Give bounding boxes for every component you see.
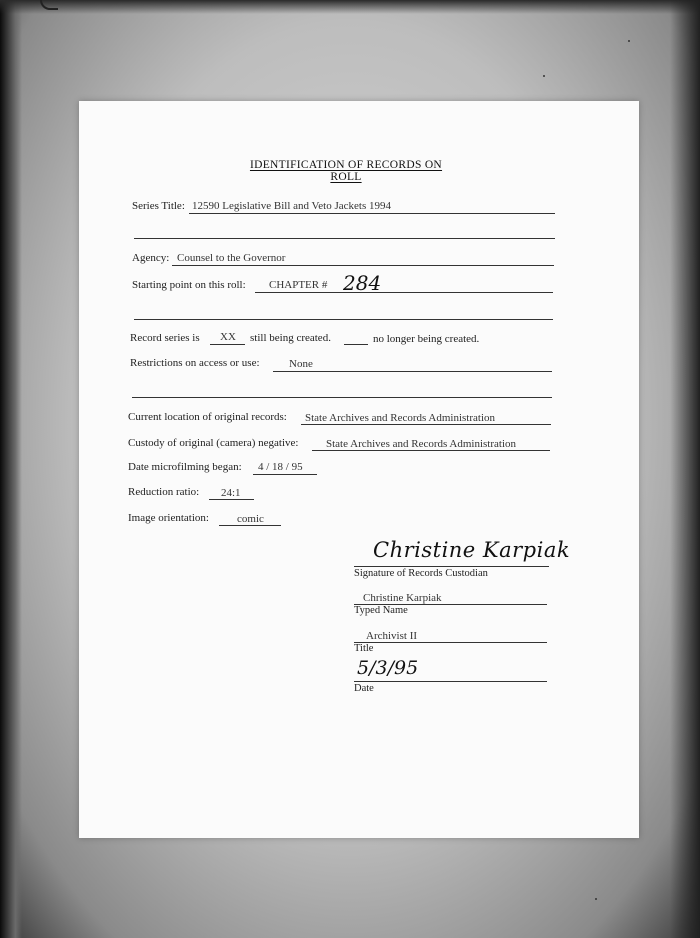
agency-value: Counsel to the Governor <box>177 252 286 264</box>
record-series-label: Record series is <box>130 332 200 344</box>
date-value: 5/3/95 <box>357 657 419 679</box>
blank-line <box>134 238 555 239</box>
custody-underline <box>312 450 550 451</box>
location-underline <box>301 424 551 425</box>
reduction-underline <box>209 499 254 500</box>
series-title-label: Series Title: <box>132 200 185 212</box>
typed-name-value: Christine Karpiak <box>363 592 442 604</box>
custodian-signature: Christine Karpiak <box>373 538 571 562</box>
restrictions-value: None <box>289 358 313 370</box>
record-series-mark-underline <box>210 344 245 345</box>
starting-point-underline <box>255 292 553 293</box>
agency-underline <box>172 265 554 266</box>
location-value: State Archives and Records Administration <box>305 412 496 424</box>
film-edge-right <box>670 0 700 938</box>
date-began-underline <box>253 474 317 475</box>
series-title-value: 12590 Legislative Bill and Veto Jackets 1994 <box>192 200 391 212</box>
date-label: Date <box>354 683 374 694</box>
form-title: IDENTIFICATION OF RECORDS ON ROLL <box>249 159 443 183</box>
speck <box>628 40 630 42</box>
orientation-value: comic <box>237 513 264 525</box>
restrictions-label: Restrictions on access or use: <box>130 357 260 369</box>
speck <box>595 898 597 900</box>
starting-point-value: CHAPTER # <box>269 279 328 291</box>
still-created-label: still being created. <box>250 332 331 344</box>
no-longer-blank <box>344 344 368 345</box>
film-edge-left <box>0 0 22 938</box>
document-sheet <box>79 101 639 838</box>
date-underline <box>354 681 547 682</box>
speck <box>543 75 545 77</box>
orientation-label: Image orientation: <box>128 512 209 524</box>
reduction-value: 24:1 <box>221 487 241 499</box>
series-title-underline <box>189 213 555 214</box>
no-longer-label: no longer being created. <box>373 333 480 345</box>
title-value: Archivist II <box>366 630 418 642</box>
starting-point-number: 284 <box>343 271 382 295</box>
record-series-mark: XX <box>220 331 236 343</box>
location-label: Current location of original records: <box>128 411 287 423</box>
typed-name-label: Typed Name <box>354 605 408 616</box>
agency-label: Agency: <box>132 252 170 264</box>
restrictions-underline <box>273 371 552 372</box>
date-began-value: 4 / 18 / 95 <box>258 461 303 473</box>
custody-label: Custody of original (camera) negative: <box>128 437 299 449</box>
custody-value: State Archives and Records Administration <box>326 438 517 450</box>
date-began-label: Date microfilming began: <box>128 461 242 473</box>
title-underline <box>354 642 547 643</box>
orientation-underline <box>219 525 281 526</box>
series-title-row <box>132 200 185 212</box>
signature-underline <box>354 566 549 567</box>
blank-line <box>134 319 553 320</box>
reduction-label: Reduction ratio: <box>128 486 200 498</box>
title-label: Title <box>354 643 374 654</box>
film-edge-top <box>0 0 700 14</box>
starting-point-label: Starting point on this roll: <box>132 279 246 291</box>
signature-label: Signature of Records Custodian <box>354 568 488 579</box>
blank-line <box>132 397 552 398</box>
